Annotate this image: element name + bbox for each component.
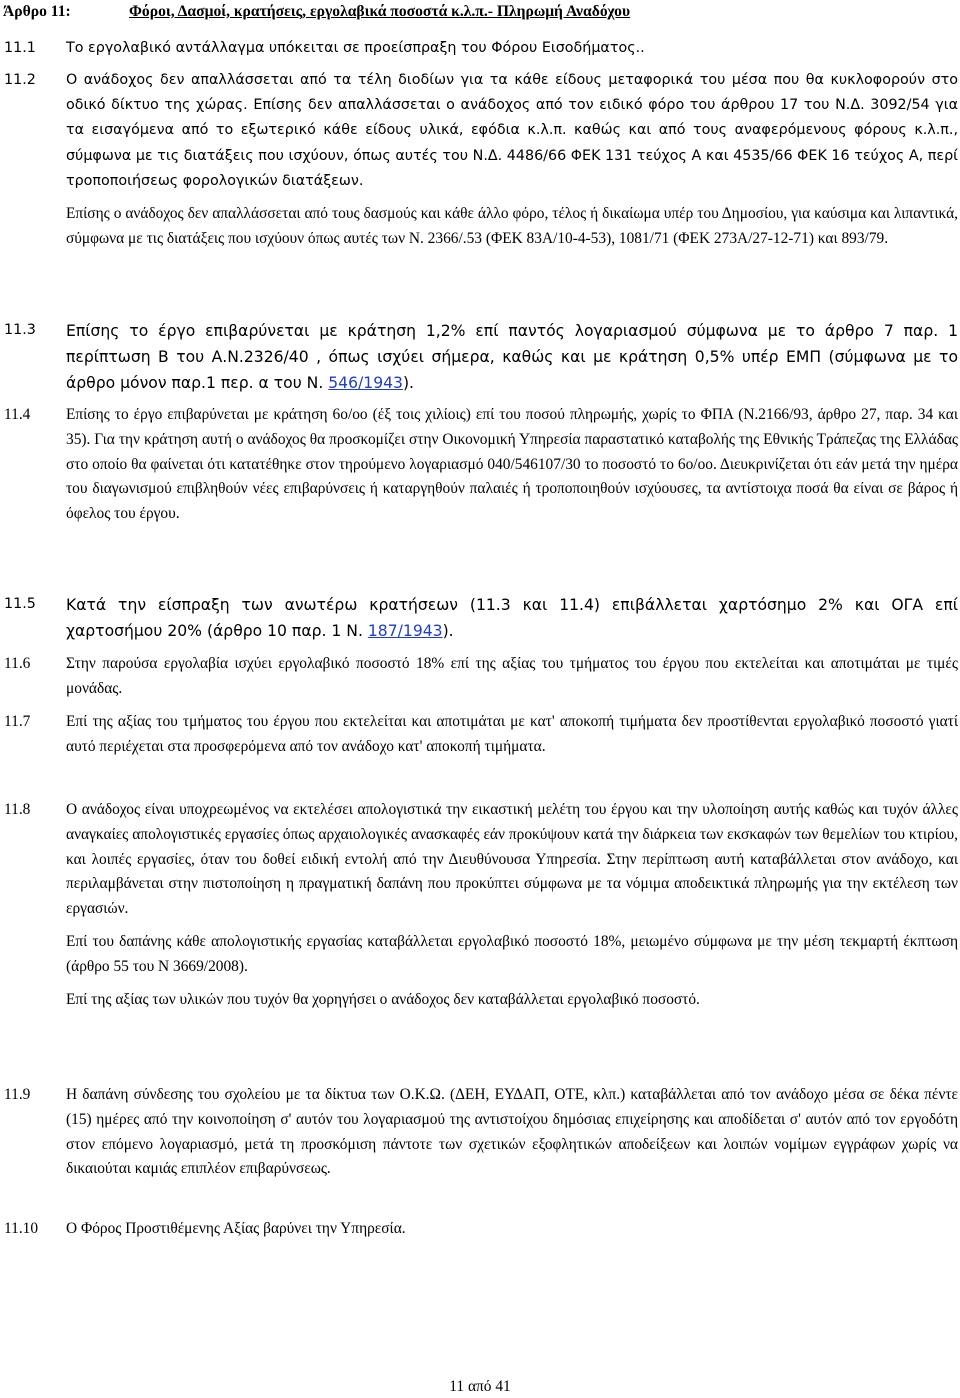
section-number: 11.2 bbox=[4, 72, 36, 88]
section-number: 11.6 bbox=[4, 655, 31, 672]
section-11-1 bbox=[4, 36, 958, 61]
section-number: 11.5 bbox=[4, 596, 36, 612]
section-text: Το εργολαβικό αντάλλαγμα υπόκειται σε προείσπραξη του Φόρου Εισοδήματος.. bbox=[66, 40, 645, 56]
section-text: Στην παρούσα εργολαβία ισχύει εργολαβικό ποσοστό 18% επί της αξίας του τμήματος του έργου που εκτελείται και αποτιμάται με τιμές μονάδας. bbox=[66, 655, 958, 697]
section-11-9 bbox=[4, 1083, 958, 1182]
page-number: 11 από 41 bbox=[449, 1378, 511, 1395]
section-body bbox=[66, 798, 958, 1012]
section-11-8 bbox=[4, 798, 958, 1012]
section-body bbox=[66, 1217, 958, 1242]
law-link-187-1943[interactable]: 187/1943 bbox=[367, 622, 443, 640]
section-11-4 bbox=[4, 403, 958, 527]
section-text: Ο Φόρος Προστιθέμενης Αξίας βαρύνει την Υπηρεσία. bbox=[66, 1220, 406, 1237]
section-body bbox=[66, 36, 958, 61]
section-number: 11.10 bbox=[4, 1220, 39, 1237]
section-11-3 bbox=[4, 318, 958, 396]
section-text: Η δαπάνη σύνδεσης του σχολείου με τα δίκτυα των Ο.Κ.Ω. (ΔΕΗ, ΕΥΔΑΠ, ΟΤΕ, κλπ.) καταβάλλεται από τον ανάδοχο μέσα σε δέκα πέντε (15) ημέρες από την κοινοποίηση σ' αυτόν του λογαριασμού της αντιστοίχου δημόσιας επιχείρησης και αποδίδεται σ' αυτόν από τον εργοδότη στον επόμενο λογαριασμό, μετά τη προσκόμιση πάντοτε των σχετικών εξοφλητικών αποδείξεων και λοιπών νομίμων εγγράφων χωρίς να δικαιούται καμιάς επιπλέον επιβαρύνσεως. bbox=[66, 1086, 958, 1178]
section-text-tail: ). bbox=[442, 622, 454, 640]
section-11-7 bbox=[4, 710, 958, 759]
section-number: 11.1 bbox=[4, 40, 36, 56]
article-heading bbox=[3, 0, 953, 24]
section-body bbox=[66, 1083, 958, 1182]
section-text: Επίσης το έργο επιβαρύνεται με κράτηση 6ο/οο (έξ τοις χιλίοις) επί του ποσού πληρωμής, χωρίς το ΦΠΑ (Ν.2166/93, άρθρο 27, παρ. 34 και 35). Για την κράτηση αυτή ο ανάδοχος θα προσκομίζει στην Οικονομική Υπηρεσία παραστατικό καταβολής της Εθνικής Τράπεζας της Ελλάδας στο οποίο θα φαίνεται ότι κατατέθηκε στον τηρούμενο λογαριασμό 040/546107/30 το ποσοστό το 6ο/οο. Διευκρινίζεται ότι εάν μετά την ημέρα του διαγωνισμού επιβληθούν νέες επιβαρύνσεις ή καταργηθούν παλαιές ή τροποποιηθούν ισχύουσες, τα αντίστοιχα ποσά θα είναι σε βάρος ή όφελος του έργου. bbox=[66, 406, 958, 523]
section-11-10 bbox=[4, 1217, 958, 1242]
section-number: 11.8 bbox=[4, 801, 31, 818]
section-number: 11.9 bbox=[4, 1086, 31, 1103]
section-body bbox=[66, 592, 958, 644]
section-11-2 bbox=[4, 68, 958, 251]
section-text-tail: ). bbox=[402, 374, 415, 392]
section-body bbox=[66, 318, 958, 396]
section-text-3: Επί της αξίας των υλικών που τυχόν θα χορηγήσει ο ανάδοχος δεν καταβάλλεται εργολαβικό ποσοστό. bbox=[66, 990, 700, 1008]
section-text: Ο ανάδοχος είναι υποχρεωμένος να εκτελέσει απολογιστικά την εικαστική μελέτη του έργου και την υλοποίηση αυτής καθώς και τυχόν άλλες αναγκαίες απολογιστικές εργασίες όπως αρχαιολογικές ανασκαφές εάν προκύψουν κατά την διάρκεια των εκσκαφών των θεμελίων του κτιρίου, και λοιπές εργασίες, όταν του δοθεί ειδική εντολή από την Διευθύνουσα Υπηρεσία. Στην περίπτωση αυτή καταβάλλεται στον ανάδοχο, και περιλαμβάνεται στην πιστοποίηση η πραγματική δαπάνη που προκύπτει σύμφωνα με τα νόμιμα αποδεικτικά πληρωμής για την εκτέλεση των εργασιών. bbox=[66, 801, 958, 918]
section-11-6 bbox=[4, 652, 958, 701]
section-body bbox=[66, 652, 958, 701]
section-number: 11.3 bbox=[4, 322, 36, 338]
section-text-2: Επίσης ο ανάδοχος δεν απαλλάσσεται από τους δασμούς και κάθε άλλο φόρο, τέλος ή δικαίωμα υπέρ του Δημοσίου, για καύσιμα και λιπαντικά, σύμφωνα με τις διατάξεις που ισχύουν όπως αυτές των Ν. 2366/.53 (ΦΕΚ 83Α/10-4-53), 1081/71 (ΦΕΚ 273Α/27-12-71) και 893/79. bbox=[66, 205, 958, 247]
section-text-2: Επί του δαπάνης κάθε απολογιστικής εργασίας καταβάλλεται εργολαβικό ποσοστό 18%, μειωμένο σύμφωνα με την μέση τεκμαρτή έκπτωση (άρθρο 55 του Ν 3669/2008). bbox=[66, 932, 958, 975]
article-title: Φόροι, Δασμοί, κρατήσεις, εργολαβικά ποσοστά κ.λ.π.- Πληρωμή Αναδόχου bbox=[129, 3, 631, 20]
section-body bbox=[66, 68, 958, 251]
section-text: Επίσης το έργο επιβαρύνεται με κράτηση 1,2% επί παντός λογαριασμού σύμφωνα με το άρθρο 7 παρ. 1 περίπτωση Β του Α.Ν.2326/40 , όπως ισχύει σήμερα, καθώς και με κράτηση 0,5% υπέρ ΕΜΠ (σύμφωνα με το άρθρο μόνον παρ.1 περ. α του Ν. bbox=[66, 322, 958, 392]
section-text: Ο ανάδοχος δεν απαλλάσσεται από τα τέλη διοδίων για τα κάθε είδους μεταφορικά του μέσα που θα κυκλοφορούν στο οδικό δίκτυο της χώρας. Επίσης δεν απαλλάσσεται ο ανάδοχος από τον ειδικό φόρο του άρθρου 17 του Ν.Δ. 3092/54 για τα εισαγόμενα από το εξωτερικό κάθε είδους υλικά, εφόδια κ.λ.π. καθώς και από τους αναφερόμενους φόρους κ.λ.π., σύμφωνα με τις διατάξεις που ισχύουν, όπως αυτές του Ν.Δ. 4486/66 ΦΕΚ 131 τεύχος Α και 4535/66 ΦΕΚ 16 τεύχος Α, περί τροποποιήσεως φορολογικών διατάξεων. bbox=[66, 72, 958, 189]
section-number: 11.4 bbox=[4, 406, 31, 423]
section-number: 11.7 bbox=[4, 713, 31, 730]
article-number: Άρθρο 11: bbox=[3, 3, 71, 20]
section-body bbox=[66, 710, 958, 759]
law-link-546-1943[interactable]: 546/1943 bbox=[328, 374, 403, 392]
section-11-5 bbox=[4, 592, 958, 644]
section-body bbox=[66, 403, 958, 527]
section-text: Επί της αξίας του τμήματος του έργου που εκτελείται και αποτιμάται με κατ' αποκοπή τιμήματα δεν προστίθενται εργολαβικό ποσοστό γιατί αυτό περιέχεται στα προσφερόμενα από τον ανάδοχο κατ' αποκοπή τιμήματα. bbox=[66, 713, 958, 755]
section-text: Κατά την είσπραξη των ανωτέρω κρατήσεων (11.3 και 11.4) επιβάλλεται χαρτόσημο 2% και ΟΓΑ επί χαρτοσήμου 20% (άρθρο 10 παρ. 1 Ν. bbox=[66, 596, 958, 640]
